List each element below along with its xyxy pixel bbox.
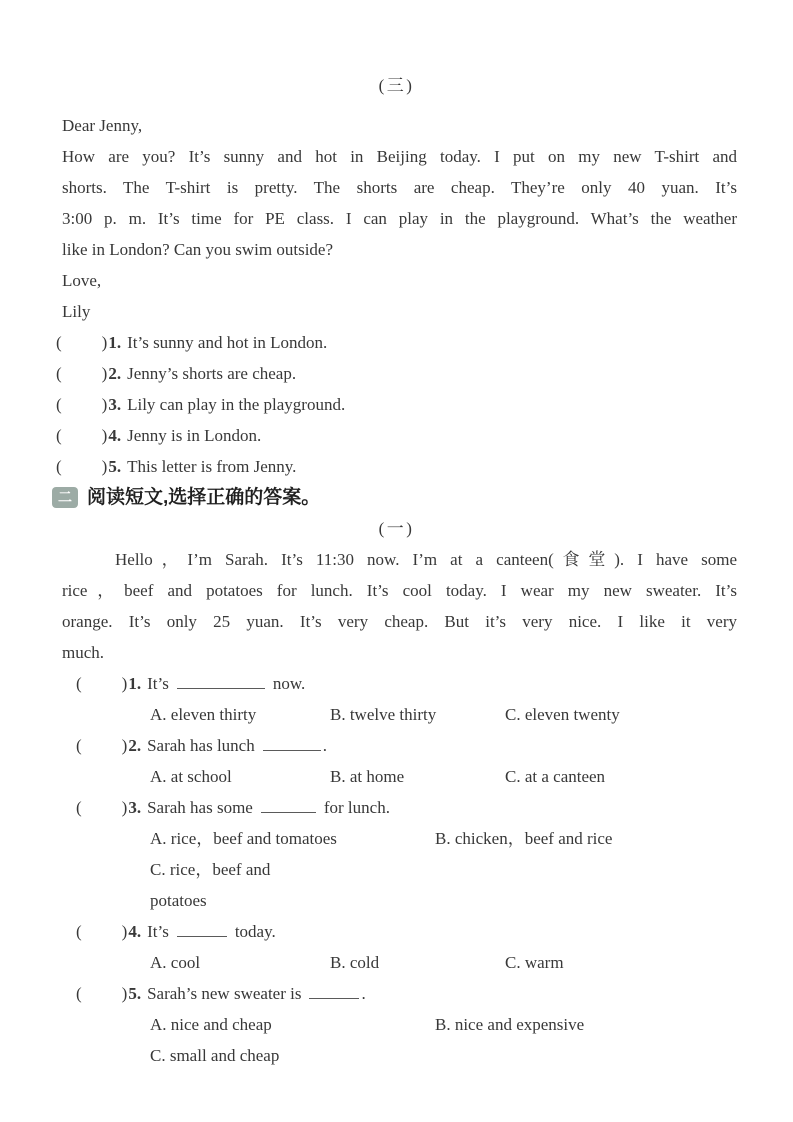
mc-question-5: [0, 978, 793, 1009]
question-text: It’s: [147, 674, 169, 693]
badge-glyph: 二: [58, 489, 72, 505]
question-number: 4.: [128, 922, 142, 941]
option-c: C. warm: [505, 953, 564, 972]
mc-question-2-options: [0, 761, 793, 792]
letter-closing: Love,: [62, 271, 102, 290]
question-text-after: .: [322, 736, 327, 755]
passage-line: Hello，I’m Sarah. It’s 11:30 now. I’m at a canteen(食堂). I have some: [115, 550, 737, 569]
answer-blank: [261, 796, 316, 813]
passage-line: much.: [62, 643, 105, 662]
option-c: C. small and cheap: [150, 1046, 280, 1065]
part-three-header: (三): [378, 76, 415, 95]
answer-bracket-open: (: [56, 395, 62, 414]
tf-question-3: [0, 389, 793, 420]
section-two-badge-icon: [52, 487, 78, 508]
answer-blank: [309, 982, 359, 999]
passage-line: orange. It’s only 25 yuan. It’s very cheap. But it’s very nice. I like it very: [62, 612, 737, 631]
letter-signature: Lily: [62, 302, 91, 321]
answer-blank: [177, 920, 227, 937]
mc-question-1-options: [0, 699, 793, 730]
letter-salutation: Dear Jenny,: [62, 116, 143, 135]
question-text: This letter is from Jenny.: [127, 457, 297, 476]
answer-bracket-close: ): [121, 984, 128, 1003]
letter-passage: [0, 110, 793, 327]
question-number: 3.: [128, 798, 142, 817]
option-c: C. eleven twenty: [505, 705, 620, 724]
answer-bracket-open: (: [76, 736, 82, 755]
answer-bracket-close: ): [121, 922, 128, 941]
question-text-after: for lunch.: [323, 798, 390, 817]
part-one-header: (一): [378, 519, 415, 538]
question-text: Sarah has lunch: [147, 736, 255, 755]
letter-line: like in London? Can you swim outside?: [62, 240, 334, 259]
question-text-after: .: [361, 984, 366, 1003]
question-number: 2.: [128, 736, 142, 755]
mc-question-1: [0, 668, 793, 699]
answer-bracket-close: ): [101, 364, 108, 383]
option-a: A. at school: [150, 767, 232, 786]
question-number: 3.: [108, 395, 122, 414]
question-text: Jenny’s shorts are cheap.: [127, 364, 297, 383]
question-text: It’s sunny and hot in London.: [127, 333, 328, 352]
letter-line: How are you? It’s sunny and hot in Beijing today. I put on my new T-shirt and: [62, 147, 737, 166]
question-text: Sarah has some: [147, 798, 253, 817]
tf-question-1: [0, 327, 793, 358]
section-two-header: [0, 482, 793, 513]
option-b: B. twelve thirty: [330, 705, 437, 724]
mc-question-2: [0, 730, 793, 761]
section-instruction: 阅读短文,选择正确的答案。: [87, 487, 321, 508]
question-number: 2.: [108, 364, 122, 383]
mc-question-3-options-row1: [0, 823, 793, 854]
answer-bracket-open: (: [56, 426, 62, 445]
question-text: It’s: [147, 922, 169, 941]
mc-question-3: [0, 792, 793, 823]
question-text: Lily can play in the playground.: [127, 395, 346, 414]
answer-bracket-close: ): [121, 798, 128, 817]
question-text: Sarah’s new sweater is: [147, 984, 302, 1003]
answer-bracket-open: (: [76, 922, 82, 941]
question-text-after: now.: [272, 674, 306, 693]
answer-bracket-open: (: [56, 364, 62, 383]
option-b: B. cold: [330, 953, 380, 972]
option-a: A. eleven thirty: [150, 705, 257, 724]
question-number: 4.: [108, 426, 122, 445]
answer-blank: [263, 734, 321, 751]
letter-line: shorts. The T-shirt is pretty. The shorts are cheap. They’re only 40 yuan. It’s: [62, 178, 737, 197]
question-number: 5.: [128, 984, 142, 1003]
reading-passage: [0, 544, 793, 668]
answer-blank: [177, 672, 265, 689]
answer-bracket-open: (: [76, 674, 82, 693]
option-c: C. at a canteen: [505, 767, 606, 786]
question-number: 1.: [108, 333, 122, 352]
tf-question-5: [0, 451, 793, 482]
question-text: Jenny is in London.: [127, 426, 262, 445]
answer-bracket-close: ): [101, 457, 108, 476]
answer-bracket-open: (: [76, 984, 82, 1003]
option-b: B. chicken，beef and rice: [435, 829, 613, 848]
question-number: 5.: [108, 457, 122, 476]
letter-line: 3:00 p. m. It’s time for PE class. I can play in the playground. What’s the weather: [62, 209, 737, 228]
option-a: A. cool: [150, 953, 201, 972]
question-text-after: today.: [234, 922, 276, 941]
answer-bracket-open: (: [56, 457, 62, 476]
answer-bracket-close: ): [101, 426, 108, 445]
tf-question-2: [0, 358, 793, 389]
answer-bracket-close: ): [101, 333, 108, 352]
option-b: B. at home: [330, 767, 405, 786]
mc-question-5-options-row1: [0, 1009, 793, 1040]
mc-question-3-options-row2: [0, 854, 793, 916]
passage-line: rice，beef and potatoes for lunch. It’s cool today. I wear my new sweater. It’s: [62, 581, 737, 600]
option-a: A. nice and cheap: [150, 1015, 272, 1034]
question-number: 1.: [128, 674, 142, 693]
answer-bracket-open: (: [76, 798, 82, 817]
mc-question-4: [0, 916, 793, 947]
option-b: B. nice and expensive: [435, 1015, 585, 1034]
mc-question-4-options: [0, 947, 793, 978]
answer-bracket-close: ): [101, 395, 108, 414]
option-a: A. rice，beef and tomatoes: [150, 829, 337, 848]
mc-question-5-options-row2: [0, 1040, 793, 1071]
answer-bracket-open: (: [56, 333, 62, 352]
answer-bracket-close: ): [121, 674, 128, 693]
option-c: C. rice，beef and potatoes: [150, 860, 271, 910]
tf-question-4: [0, 420, 793, 451]
answer-bracket-close: ): [121, 736, 128, 755]
